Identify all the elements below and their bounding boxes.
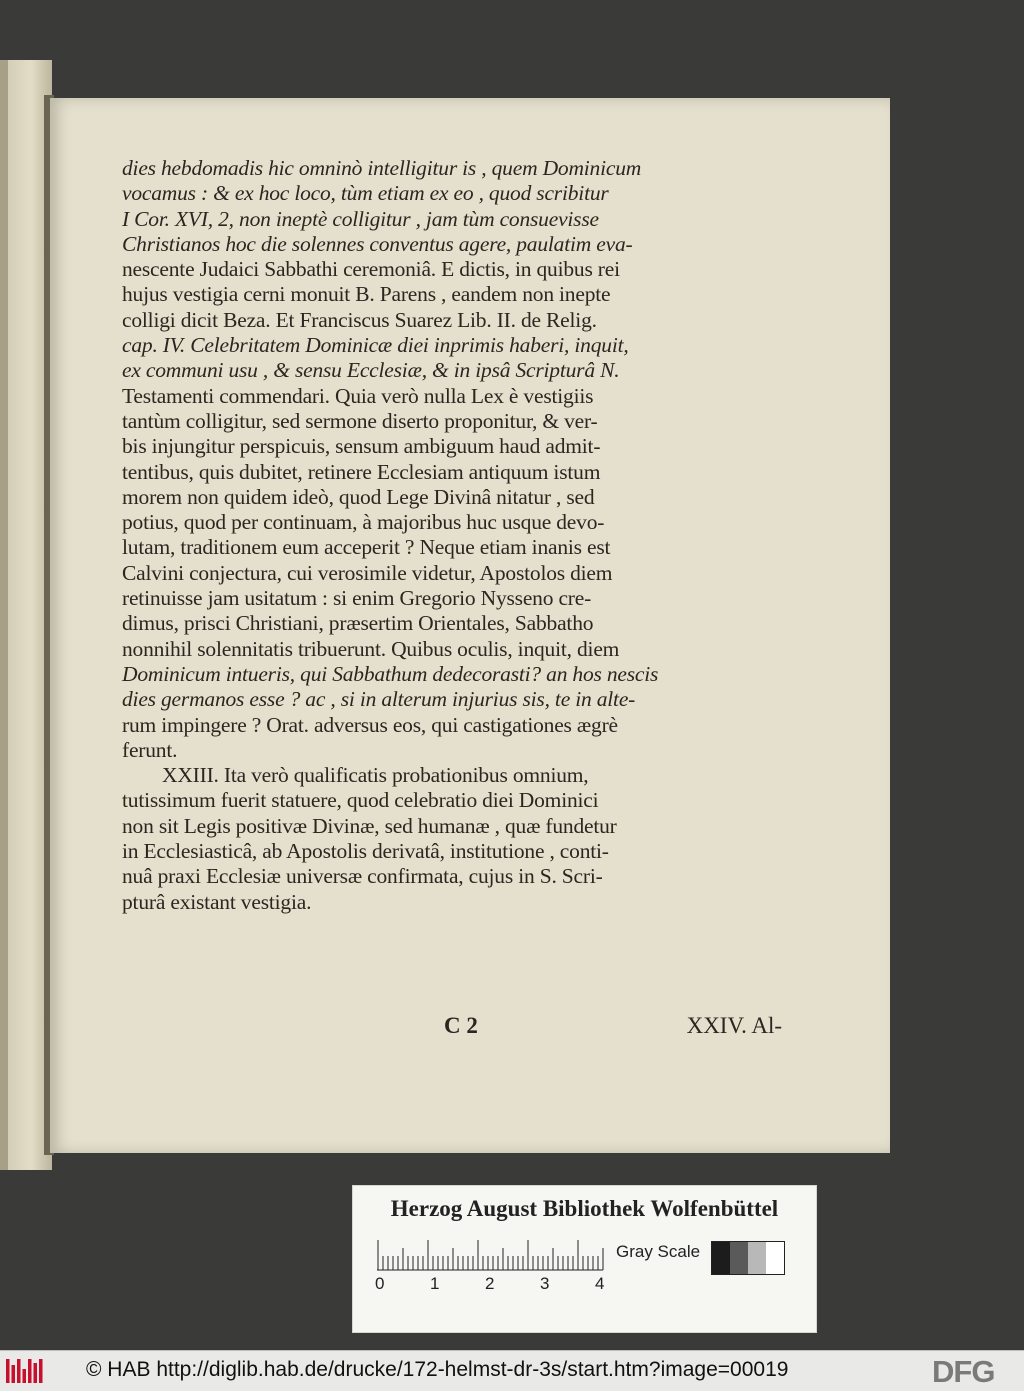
text-line: cap. IV. Celebritatem Dominicæ diei inprimis haberi, inquit, [122,333,629,358]
text-line: dies germanos esse ? ac , si in alterum injurius sis, te in alte- [122,687,636,712]
text-line: Calvini conjectura, cui verosimile videtur, Apostolos diem [122,560,613,585]
gray-swatch [766,1242,784,1274]
text-line: I Cor. XVI, 2, non ineptè colligitur , jam tùm consuevisse [122,206,599,231]
paragraph-xxiii [122,763,782,915]
text-line: nescente Judaici Sabbathi ceremoniâ. E dictis, in quibus rei [122,257,620,282]
gray-scale-swatches [711,1241,785,1275]
text-line: dimus, prisci Christiani, præsertim Orientales, Sabbatho [122,611,594,636]
hab-logo-bar [28,1359,32,1383]
text-line: Dominicum intueris, qui Sabbathum dedecorasti? an hos nescis [122,661,659,686]
gray-swatch [730,1242,748,1274]
text-line: nonnihil solennitatis tribuerunt. Quibus oculis, inquit, diem [122,636,620,661]
text-line: in Ecclesiasticâ, ab Apostolis derivatâ, institutione , conti- [122,839,609,864]
hab-logo-bar [6,1359,10,1383]
text-line: pturâ existant vestigia. [122,889,312,914]
text-line: retinuisse jam usitatum : si enim Gregorio Nysseno cre- [122,586,592,611]
text-line: potius, quod per continuam, à majoribus huc usque devo- [122,510,605,535]
hab-logo-icon[interactable] [6,1359,46,1383]
text-line: Christianos hoc die solennes conventus agere, paulatim eva- [122,231,633,256]
ruler-number: 0 [375,1274,385,1293]
ruler-number: 3 [540,1274,550,1293]
copyright-link[interactable]: © HAB http://diglib.hab.de/drucke/172-helmst-dr-3s/start.htm?image=00019 [86,1358,789,1381]
text-line: hujus vestigia cerni monuit B. Parens , eandem non inepte [122,282,611,307]
book-page [50,98,890,1153]
page-footer [122,1013,782,1043]
page-text-block [122,156,782,915]
gray-scale-label: Gray Scale [616,1242,701,1261]
text-line: colligi dicit Beza. Et Franciscus Suarez Lib. II. de Relig. [122,307,597,332]
hab-logo-bar [39,1359,43,1383]
text-line: vocamus : & ex hoc loco, tùm etiam ex eo , quod scribitur [122,181,609,206]
text-line: Testamenti commendari. Quia verò nulla Lex è vestigiis [122,383,594,408]
text-line: lutam, traditionem eum acceperit ? Neque etiam inanis est [122,535,611,560]
ruler-ticks [375,1236,605,1276]
previous-page-shadow [0,60,8,1170]
footer-bar [0,1350,1024,1391]
text-line: ex communi usu , & sensu Ecclesiæ, & in ipsâ Scripturâ N. [122,358,620,383]
text-line: tantùm colligitur, sed sermone diserto proponitur, & ver- [122,408,598,433]
ruler-number: 4 [595,1274,605,1293]
signature-mark: C 2 [444,1013,478,1038]
library-name: Herzog August Bibliothek Wolfenbüttel [390,1196,779,1221]
ruler [375,1236,605,1316]
text-line: XXIII. Ita verò qualificatis probationibus omnium, [162,763,589,788]
paragraph-continuation [122,156,782,763]
text-line: morem non quidem ideò, quod Lege Divinâ nitatur , sed [122,484,595,509]
text-line: tutissimum fuerit statuere, quod celebratio diei Dominici [122,788,599,813]
ruler-number: 1 [430,1274,440,1293]
hab-logo-bar [12,1365,16,1383]
text-line: nuâ praxi Ecclesiæ universæ confirmata, cujus in S. Scri- [122,864,603,889]
text-line: bis injungitur perspicuis, sensum ambiguum haud admit- [122,434,601,459]
gray-swatch [712,1242,730,1274]
text-line: non sit Legis positivæ Divinæ, sed humanæ , quæ fundetur [122,813,617,838]
gray-swatch [748,1242,766,1274]
hab-logo-bar [17,1359,21,1383]
hab-logo-bar [23,1369,27,1383]
color-scale-card [352,1185,817,1333]
catchword: XXIV. Al- [686,1013,782,1038]
hab-logo-bar [34,1363,38,1383]
text-line: ferunt. [122,737,178,762]
ruler-number: 2 [485,1274,495,1293]
text-line: dies hebdomadis hic omninò intelligitur is , quem Dominicum [122,156,642,180]
text-line: tentibus, quis dubitet, retinere Ecclesiam antiquum istum [122,459,601,484]
dfg-logo[interactable]: DFG [932,1354,995,1389]
text-line: rum impingere ? Orat. adversus eos, qui castigationes ægrè [122,712,618,737]
